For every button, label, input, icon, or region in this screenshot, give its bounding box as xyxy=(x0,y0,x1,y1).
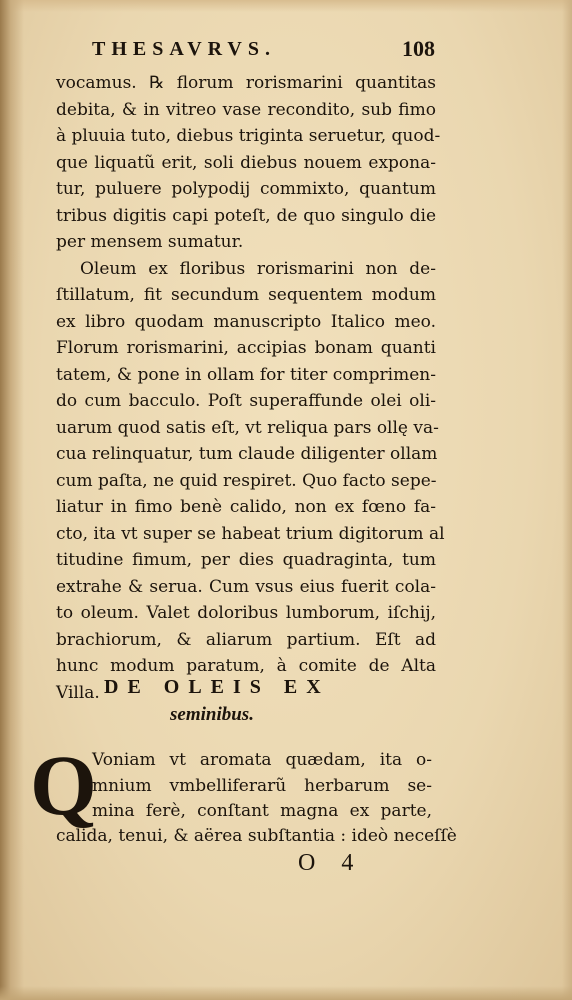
text-line: à pluuia tuto, diebus triginta seruetur, quod- xyxy=(56,126,441,146)
text-line: ex libro quodam manuscripto Italico meo. xyxy=(56,311,436,332)
text-line: extrahe & serua. Cum vsus eius fuerit cola- xyxy=(56,576,436,597)
text-line: ſtillatum, fit secundum sequentem modum xyxy=(56,285,436,305)
signature-mark: O 4 xyxy=(298,850,364,876)
running-head: THESAVRVS. xyxy=(92,38,276,60)
text-line: cua relinquatur, tum claude diligenter ollam xyxy=(56,444,438,464)
text-line: per mensem sumatur. xyxy=(56,232,244,252)
page-binding-shadow xyxy=(0,0,24,1000)
text-line: brachiorum, & aliarum partium. Eſt ad xyxy=(56,629,436,650)
text-line: calida, tenui, & aërea subſtantia : ideò neceſſè xyxy=(56,826,457,846)
text-line: liatur in fimo benè calido, non ex fœno fa- xyxy=(56,497,436,517)
text-line: vocamus. ℞ florum rorismarini quantitas xyxy=(56,73,436,93)
full-width-paragraph xyxy=(56,823,457,850)
section-subheading: seminibus. xyxy=(170,704,254,725)
text-line: tribus digitis capi poteſt, de quo singulo die xyxy=(56,205,436,226)
text-line: Oleum ex floribus rorismarini non de- xyxy=(80,258,436,279)
indented-paragraph xyxy=(92,748,432,825)
text-line: tatem, & pone in ollam for titer comprimen- xyxy=(56,364,436,385)
text-line: to oleum. Valet doloribus lumborum, iſchij, xyxy=(56,603,436,623)
page-bottom-edge xyxy=(0,986,572,1000)
text-line: do cum bacculo. Poſt superaffunde olei oli- xyxy=(56,391,436,411)
text-line: mina ferè, conſtant magna ex parte, xyxy=(92,801,432,821)
text-line: que liquatũ erit, soli diebus nouem expona- xyxy=(56,152,436,173)
text-line: debita, & in vitreo vase recondito, sub fimo xyxy=(56,99,436,120)
page-number: 108 xyxy=(402,36,435,61)
text-line: titudine fimum, per dies quadraginta, tum xyxy=(56,550,436,570)
text-line: cto, ita vt super se habeat trium digitorum al xyxy=(56,523,445,544)
text-line: mnium vmbelliferarũ herbarum se- xyxy=(92,775,432,796)
text-line: tur, puluere polypodij commixto, quantum xyxy=(56,179,436,199)
text-line: hunc modum paratum, à comite de Alta xyxy=(56,656,436,676)
text-line: Voniam vt aromata quædam, ita o- xyxy=(92,750,432,770)
page-right-edge xyxy=(562,0,572,1000)
text-line: cum paſta, ne quid respiret. Quo facto sepe- xyxy=(56,470,437,491)
section-heading: DE OLEIS EX xyxy=(104,676,330,698)
drop-cap-initial: Q xyxy=(30,737,97,833)
text-line: Florum rorismarini, accipias bonam quanti xyxy=(56,338,436,358)
text-line: uarum quod satis eſt, vt reliqua pars ollę va- xyxy=(56,417,439,438)
page-top-shadow xyxy=(0,0,572,12)
main-text-block xyxy=(56,70,445,706)
text-line: Villa. xyxy=(56,682,100,703)
